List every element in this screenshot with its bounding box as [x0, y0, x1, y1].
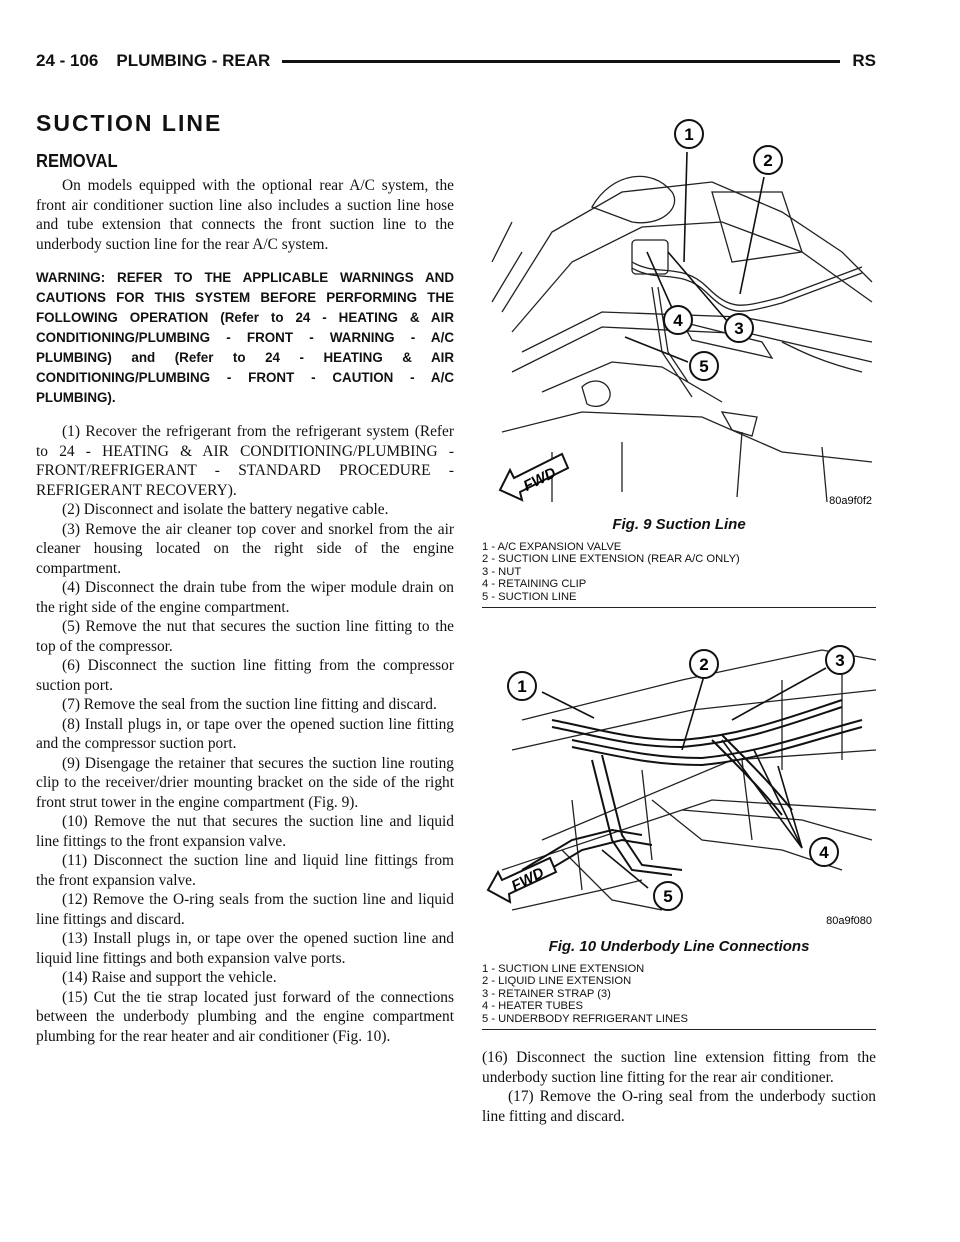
step-4: (4) Disconnect the drain tube from the wiper module drain on the right side of the engine compartment.: [36, 579, 454, 616]
right-column: [482, 1048, 876, 1126]
callout-5: 5: [699, 357, 709, 376]
step-1: (1) Recover the refrigerant from the refrigerant system (Refer to 24 - HEATING & AIR CONDITIONING/PLUMBING - FRONT/REFRIGERANT - STANDARD PROCEDURE - REFRIGERANT RECOVERY).: [36, 423, 454, 499]
header-title: PLUMBING - REAR: [116, 51, 271, 70]
callout-5: 5: [663, 887, 673, 906]
step-10: (10) Remove the nut that secures the suction line and liquid line fittings to the front expansion valve.: [36, 813, 454, 850]
figure-code: 80a9f0f2: [829, 495, 872, 507]
figure-9-caption: Fig. 9 Suction Line: [612, 516, 746, 533]
callout-1: 1: [684, 125, 694, 144]
fwd-arrow: [488, 858, 556, 902]
legend-item: 4 - HEATER TUBES: [482, 1000, 583, 1013]
step-3: (3) Remove the air cleaner top cover and snorkel from the air cleaner housing located on the right side of the engine compartment.: [36, 520, 454, 577]
section-title: SUCTION LINE: [36, 110, 223, 136]
step-11: (11) Disconnect the suction line and liquid line fittings from the front expansion valve.: [36, 852, 454, 889]
legend-item: 3 - NUT: [482, 565, 522, 578]
callout-2: 2: [699, 655, 709, 674]
figure-10-caption: Fig. 10 Underbody Line Connections: [548, 938, 810, 955]
legend-item: 1 - SUCTION LINE EXTENSION: [482, 963, 645, 975]
legend-item: 4 - RETAINING CLIP: [482, 578, 587, 591]
figure-10-rule: [482, 1029, 876, 1030]
legend-item: 5 - SUCTION LINE: [482, 590, 577, 603]
figure-10-legend: [482, 963, 876, 1025]
left-column: [36, 110, 454, 1046]
intro-paragraph: On models equipped with the optional rear A/C system, the front air conditioner suction line also includes a suction line hose and tube extension that connects the front suction line to the underbody suction line for the rear A/C system.: [36, 177, 454, 253]
callout-4: 4: [819, 843, 829, 862]
figure-10: [482, 640, 876, 1030]
callout-4: 4: [673, 311, 683, 330]
header-code: RS: [852, 51, 876, 70]
page-header: [36, 48, 876, 74]
callout-2: 2: [763, 151, 773, 170]
legend-item: 3 - RETAINER STRAP (3): [482, 987, 611, 1000]
figure-10-illustration: [482, 640, 876, 934]
legend-item: 2 - SUCTION LINE EXTENSION (REAR A/C ONLY): [482, 553, 740, 566]
callout-3: 3: [835, 651, 845, 670]
step-5: (5) Remove the nut that secures the suction line fitting to the top of the compressor.: [36, 618, 454, 655]
step-14: (14) Raise and support the vehicle.: [62, 969, 277, 986]
header-rule: [282, 60, 840, 63]
step-15: (15) Cut the tie strap located just forward of the connections between the underbody plumbing and the engine compartment plumbing for the rear heater and air conditioner (Fig. 10).: [36, 988, 454, 1045]
step-16: (16) Disconnect the suction line extension fitting from the underbody suction line fitting for the rear air conditioner.: [482, 1049, 876, 1086]
step-2: (2) Disconnect and isolate the battery negative cable.: [62, 501, 389, 518]
step-8: (8) Install plugs in, or tape over the opened suction line fitting and the compressor suction port.: [36, 715, 454, 752]
figure-9: [482, 112, 876, 608]
figure-9-rule: [482, 607, 876, 608]
fwd-label: FWD: [508, 864, 547, 895]
step-13: (13) Install plugs in, or tape over the opened suction line and liquid line fittings and both expansion valve ports.: [36, 930, 454, 967]
legend-item: 1 - A/C EXPANSION VALVE: [482, 541, 622, 553]
step-9: (9) Disengage the retainer that secures the suction line routing clip to the receiver/drier mounting bracket on the side of the right front strut tower in the engine compartment (Fig. 9).: [36, 754, 454, 811]
legend-item: 5 - UNDERBODY REFRIGERANT LINES: [482, 1012, 688, 1025]
figure-9-illustration: [482, 112, 876, 512]
fwd-label: FWD: [520, 464, 559, 495]
subsection-title: REMOVAL: [36, 151, 118, 171]
figure-code: 80a9f080: [826, 915, 872, 927]
legend-item: 2 - LIQUID LINE EXTENSION: [482, 975, 632, 988]
step-17: (17) Remove the O-ring seal from the underbody suction line fitting and discard.: [482, 1088, 876, 1125]
step-12: (12) Remove the O-ring seals from the suction line and liquid line fittings and discard.: [36, 891, 454, 928]
fwd-arrow: [500, 454, 568, 500]
figure-9-legend: [482, 541, 876, 603]
callout-3: 3: [734, 319, 744, 338]
callout-1: 1: [517, 677, 527, 696]
step-6: (6) Disconnect the suction line fitting from the compressor suction port.: [36, 657, 454, 694]
warning-paragraph: WARNING: REFER TO THE APPLICABLE WARNINGS AND CAUTIONS FOR THIS SYSTEM BEFORE PERFORMING THE FOLLOWING OPERATION (Refer to 24 - HEATING & AIR CONDITIONING/PLUMBING - FRONT - WARNING - A/C PLUMBING) and (Refer to 24 - HEATING & AIR CONDITIONING/PLUMBING - FRONT - CAUTION - A/C PLUMBING).: [36, 270, 454, 405]
step-7: (7) Remove the seal from the suction line fitting and discard.: [62, 696, 437, 713]
page-number: 24 - 106: [36, 51, 99, 70]
